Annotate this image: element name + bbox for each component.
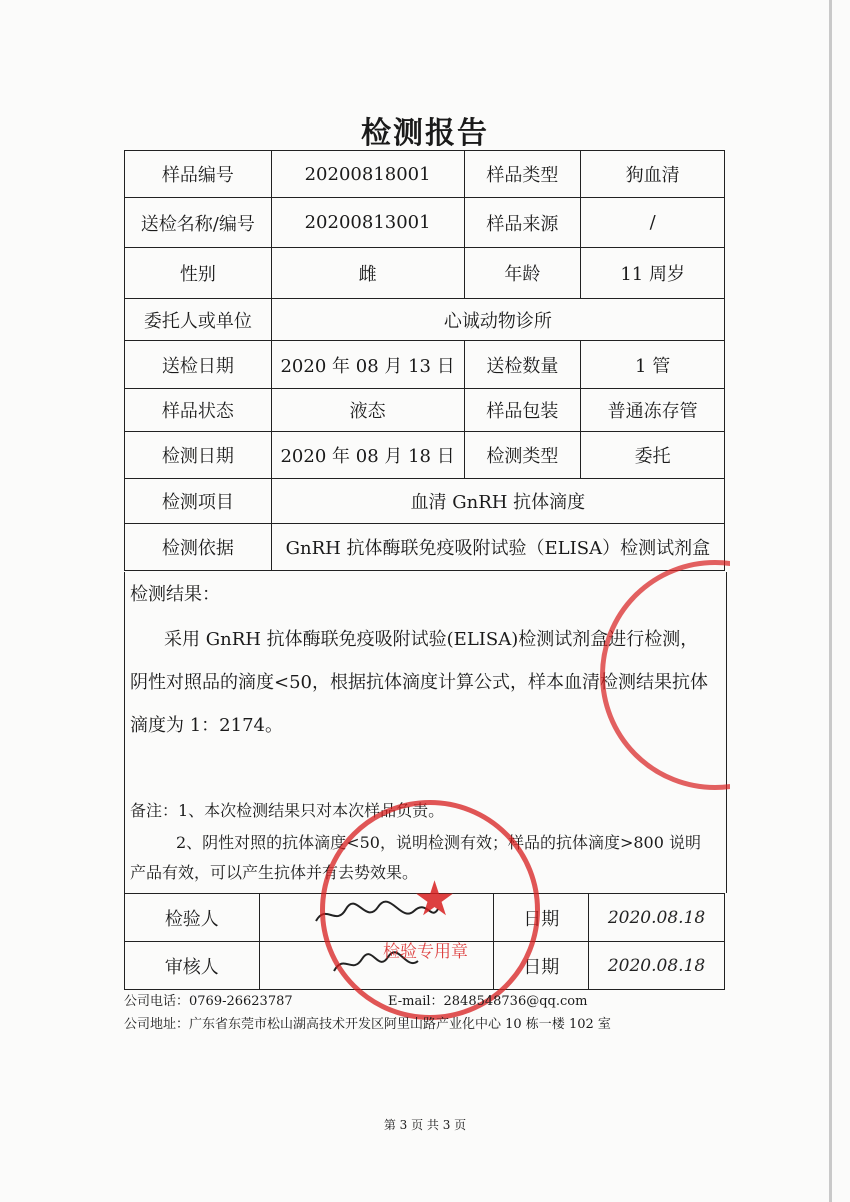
note-1: 备注：1、本次检测结果只对本次样品负责。: [130, 801, 445, 820]
date-label-2: 日期: [494, 942, 589, 990]
table-row: [125, 248, 725, 299]
info-table: [124, 150, 725, 571]
table-row: [125, 299, 725, 341]
table-row: [125, 389, 725, 432]
field-value: GnRH 抗体酶联免疫吸附试验（ELISA）检测试剂盒: [271, 524, 724, 571]
field-label: 检测项目: [125, 479, 272, 524]
field-label: 检测日期: [125, 432, 272, 479]
field-label: 样品编号: [125, 151, 272, 198]
field-value: 2020 年 08 月 18 日: [271, 432, 464, 479]
field-value: 血清 GnRH 抗体滴度: [271, 479, 724, 524]
field-label: 检测依据: [125, 524, 272, 571]
table-row: [125, 151, 725, 198]
field-value: 心诚动物诊所: [271, 299, 724, 341]
field-label: 送检数量: [464, 341, 581, 389]
table-row: [125, 479, 725, 524]
field-label: 年龄: [464, 248, 581, 299]
field-label: 送检名称/编号: [125, 198, 272, 248]
table-row: [125, 341, 725, 389]
reviewer-label: 审核人: [125, 942, 260, 990]
footer-address: 公司地址：广东省东莞市松山湖高技术开发区阿里山路产业化中心 10 栋一楼 102 室: [124, 1017, 611, 1032]
field-value: 20200813001: [271, 198, 464, 248]
field-label: 性别: [125, 248, 272, 299]
field-value: 雌: [271, 248, 464, 299]
field-value: 11 周岁: [581, 248, 725, 299]
field-value: /: [581, 198, 725, 248]
report-title: 检测报告: [361, 116, 489, 151]
table-row: [125, 524, 725, 571]
field-label: 样品类型: [464, 151, 581, 198]
seal-text: 检验专用章: [383, 942, 468, 962]
result-text: 采用 GnRH 抗体酶联免疫吸附试验(ELISA)检测试剂盒进行检测，阴性对照品的滴度<50，根据抗体滴度计算公式，样本血清检测结果抗体滴度为 1：2174。: [130, 629, 708, 736]
note-2: 2、阴性对照的抗体滴度<50，说明检测有效；样品的抗体滴度>800 说明产品有效，可以产生抗体并有去势效果。: [130, 833, 701, 882]
footer-phone: 公司电话：0769-26623787: [124, 994, 293, 1009]
field-label: 样品包装: [464, 389, 581, 432]
footer-email: E-mail：2848548736@qq.com: [388, 994, 588, 1009]
field-value: 委托: [581, 432, 725, 479]
result-heading: 检测结果：: [130, 584, 220, 605]
reviewer-date: 2020.08.18: [589, 942, 725, 990]
seal-star-icon: ★: [413, 871, 457, 927]
field-label: 检测类型: [464, 432, 581, 479]
field-value: 普通冻存管: [581, 389, 725, 432]
inspector-label: 检验人: [125, 894, 260, 942]
page-edge: [829, 0, 832, 1202]
field-value: 2020 年 08 月 13 日: [271, 341, 464, 389]
inspector-date: 2020.08.18: [589, 894, 725, 942]
field-label: 样品来源: [464, 198, 581, 248]
field-label: 样品状态: [125, 389, 272, 432]
field-value: 20200818001: [271, 151, 464, 198]
table-row: [125, 432, 725, 479]
page-number: 第 3 页 共 3 页: [383, 1118, 467, 1132]
company-seal: [320, 800, 540, 1020]
field-label: 送检日期: [125, 341, 272, 389]
field-value: 液态: [271, 389, 464, 432]
field-value: 狗血清: [581, 151, 725, 198]
date-label-1: 日期: [494, 894, 589, 942]
field-value: 1 管: [581, 341, 725, 389]
table-row: [125, 198, 725, 248]
field-label: 委托人或单位: [125, 299, 272, 341]
